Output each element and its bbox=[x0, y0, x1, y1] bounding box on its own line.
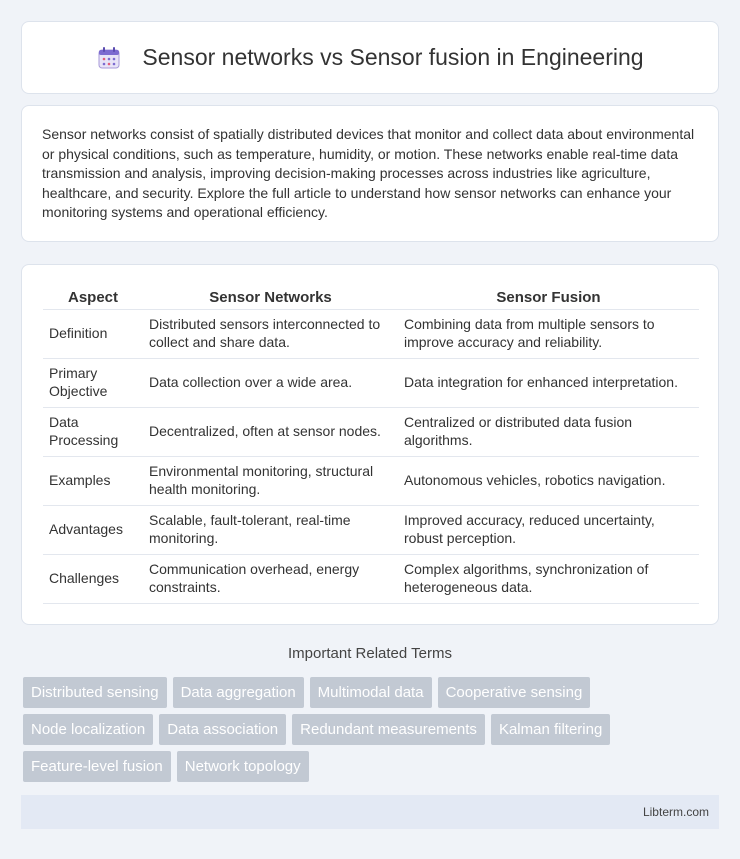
table-row bbox=[43, 505, 699, 554]
row-aspect: Challenges bbox=[43, 554, 143, 603]
related-term-tag[interactable]: Data association bbox=[159, 714, 286, 745]
row-sensor-networks: Data collection over a wide area. bbox=[143, 358, 398, 407]
comparison-table bbox=[43, 285, 699, 604]
row-aspect: Definition bbox=[43, 309, 143, 358]
column-header-aspect: Aspect bbox=[43, 285, 143, 309]
related-term-tag[interactable]: Feature-level fusion bbox=[23, 751, 171, 782]
table-row bbox=[43, 456, 699, 505]
row-sensor-fusion: Combining data from multiple sensors to improve accuracy and reliability. bbox=[398, 309, 699, 358]
related-term-tag[interactable]: Redundant measurements bbox=[292, 714, 485, 745]
row-aspect: Advantages bbox=[43, 505, 143, 554]
table-row bbox=[43, 358, 699, 407]
related-term-tag[interactable]: Kalman filtering bbox=[491, 714, 610, 745]
row-sensor-fusion: Data integration for enhanced interpretation. bbox=[398, 358, 699, 407]
row-sensor-networks: Communication overhead, energy constraints. bbox=[143, 554, 398, 603]
row-sensor-networks: Distributed sensors interconnected to collect and share data. bbox=[143, 309, 398, 358]
row-aspect: Data Processing bbox=[43, 407, 143, 456]
related-term-tag[interactable]: Multimodal data bbox=[310, 677, 432, 708]
row-sensor-networks: Environmental monitoring, structural health monitoring. bbox=[143, 456, 398, 505]
related-term-tag[interactable]: Node localization bbox=[23, 714, 153, 745]
row-sensor-fusion: Autonomous vehicles, robotics navigation. bbox=[398, 456, 699, 505]
row-aspect: Primary Objective bbox=[43, 358, 143, 407]
row-sensor-fusion: Improved accuracy, reduced uncertainty, robust perception. bbox=[398, 505, 699, 554]
row-sensor-fusion: Complex algorithms, synchronization of heterogeneous data. bbox=[398, 554, 699, 603]
row-sensor-networks: Decentralized, often at sensor nodes. bbox=[143, 407, 398, 456]
related-term-tag[interactable]: Network topology bbox=[177, 751, 309, 782]
table-row bbox=[43, 309, 699, 358]
footer-site-link[interactable]: Libterm.com bbox=[642, 805, 709, 819]
column-header-sensor-networks: Sensor Networks bbox=[143, 285, 398, 309]
related-term-tag[interactable]: Distributed sensing bbox=[23, 677, 167, 708]
footer bbox=[21, 795, 719, 829]
row-sensor-networks: Scalable, fault-tolerant, real-time monitoring. bbox=[143, 505, 398, 554]
intro-text: Sensor networks consist of spatially distributed devices that monitor and collect data about environmental or physical conditions, such as temperature, humidity, or motion. These networks enable real-time data transmission and analysis, improving decision-making processes across industries like agriculture, healthcare, and security. Explore the full article to understand how sensor networks can enhance your monitoring systems and operational efficiency. bbox=[42, 126, 695, 221]
title-card bbox=[21, 21, 719, 94]
row-sensor-fusion: Centralized or distributed data fusion algorithms. bbox=[398, 407, 699, 456]
row-aspect: Examples bbox=[43, 456, 143, 505]
related-terms-list bbox=[23, 677, 723, 788]
table-row bbox=[43, 407, 699, 456]
column-header-sensor-fusion: Sensor Fusion bbox=[398, 285, 699, 309]
related-term-tag[interactable]: Cooperative sensing bbox=[438, 677, 591, 708]
calendar-icon bbox=[96, 45, 122, 71]
comparison-card bbox=[21, 264, 719, 625]
table-header-row bbox=[43, 285, 699, 309]
related-terms-title: Important Related Terms bbox=[288, 645, 452, 662]
intro-card bbox=[21, 105, 719, 242]
page-title: Sensor networks vs Sensor fusion in Engineering bbox=[142, 44, 644, 70]
table-row bbox=[43, 554, 699, 603]
related-term-tag[interactable]: Data aggregation bbox=[173, 677, 304, 708]
